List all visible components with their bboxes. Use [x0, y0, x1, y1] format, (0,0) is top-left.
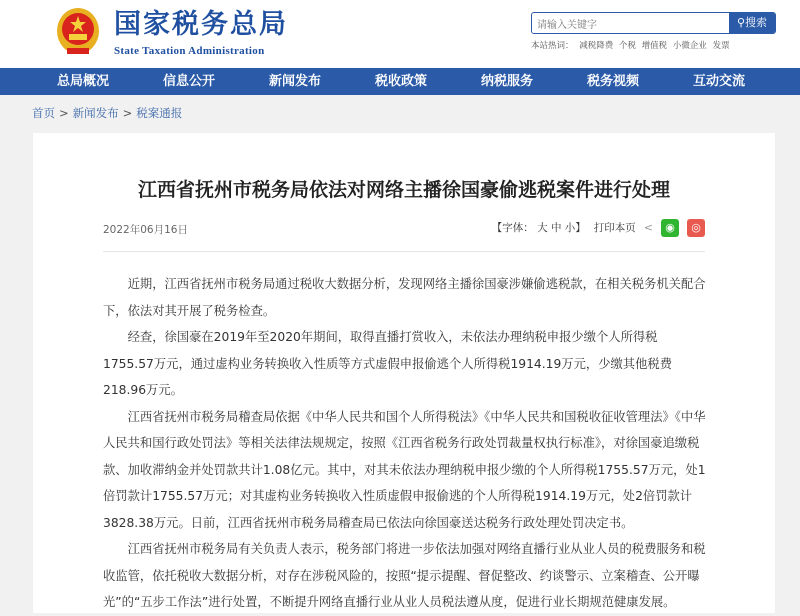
paragraph: 经查，徐国豪在2019年至2020年期间，取得直播打赏收入，未依法办理纳税申报少缴个人所得税1755.57万元，通过虚构业务转换收入性质等方式虚假申报偷逃个人所得税1914.19万元，少缴其他税费218.96万元。 [103, 330, 672, 397]
hot-label: 本站热词： [531, 41, 574, 51]
paragraph: 江西省抚州市税务局有关负责人表示，税务部门将进一步依法加强对网络直播行业从业人员的税费服务和税收监管，依托税收大数据分析，对存在涉税风险的，按照“提示提醒、督促整改、约谈警示、立案稽查、公开曝光”的“五步工作法”进行处置，不断提升网络直播行业从业人员税法遵从度，促进行业长期规范健康发展。 [103, 542, 706, 609]
nav-item[interactable]: 纳税服务 [480, 74, 533, 89]
site-header [0, 0, 800, 68]
article-tools [492, 219, 705, 237]
font-label: 【字体： [491, 222, 534, 234]
hot-word[interactable]: 个税 [618, 41, 636, 51]
font-label-end: 】 [575, 222, 586, 234]
nav-item[interactable]: 税务视频 [586, 74, 639, 89]
hot-word[interactable]: 发票 [712, 41, 730, 51]
nav-item[interactable]: 总局概况 [56, 74, 109, 89]
hot-word[interactable]: 增值税 [641, 41, 668, 51]
national-emblem-icon[interactable] [55, 6, 101, 56]
logo-title[interactable]: 国家税务总局 [114, 9, 288, 40]
breadcrumb-separator: > [122, 106, 133, 120]
search-input[interactable] [532, 16, 727, 35]
breadcrumb-home[interactable]: 首页 [32, 106, 55, 120]
nav-item[interactable]: 互动交流 [692, 74, 745, 89]
paragraph: 近期，江西省抚州市税务局通过税收大数据分析，发现网络主播徐国豪涉嫌偷逃税款，在相关税务机关配合下，依法对其开展了税务检查。 [103, 277, 706, 318]
print-button[interactable]: 打印本页 [593, 222, 636, 234]
nav-item[interactable]: 信息公开 [162, 74, 215, 89]
breadcrumb-cases[interactable]: 税案通报 [136, 106, 183, 120]
share-icon[interactable]: < [643, 221, 653, 234]
font-medium-button[interactable]: 中 [550, 222, 562, 234]
divider [103, 251, 705, 252]
article-card [33, 133, 775, 613]
nav-item[interactable]: 税收政策 [374, 74, 427, 89]
article-date: 2022年06月16日 [103, 224, 188, 236]
breadcrumb [32, 106, 182, 121]
hot-word[interactable]: 小微企业 [672, 41, 707, 51]
article-body [103, 271, 708, 616]
article-title: 江西省抚州市税务局依法对网络主播徐国豪偷逃税案件进行处理 [137, 179, 670, 201]
logo-subtitle: State Taxation Administration [114, 45, 265, 57]
font-small-button[interactable]: 小 [564, 222, 576, 234]
weibo-icon[interactable]: ◎ [687, 219, 705, 237]
article-meta [103, 219, 705, 241]
breadcrumb-news[interactable]: 新闻发布 [72, 106, 119, 120]
hot-words [531, 40, 733, 52]
nav-item[interactable]: 新闻发布 [268, 74, 321, 89]
search-icon: ⚲ [736, 16, 746, 29]
font-large-button[interactable]: 大 [537, 222, 548, 234]
search-button-label: 搜索 [745, 16, 768, 29]
wechat-icon[interactable]: ◉ [661, 219, 679, 237]
search-box [531, 12, 776, 34]
paragraph: 江西省抚州市税务局稽查局依据《中华人民共和国个人所得税法》《中华人民共和国税收征收管理法》《中华人民共和国行政处罚法》等相关法律法规规定，按照《江西省税务行政处罚裁量权执行标准》，对徐国豪追缴税款、加收滞纳金并处罚款共计1.08亿元。其中，对其未依法办理纳税申报少缴的个人所得税1755.57万元，处1倍罚款计1755.57万元；对其虚构业务转换收入性质虚假申报偷逃的个人所得税1914.19万元，处2倍罚款计3828.38万元。日前，江西省抚州市税务局稽查局已依法向徐国豪送达税务行政处理处罚决定书。 [103, 409, 706, 530]
search-button[interactable] [729, 13, 775, 33]
breadcrumb-separator: > [59, 106, 69, 120]
main-nav [0, 68, 800, 95]
hot-word[interactable]: 减税降费 [579, 41, 614, 51]
font-size-control [492, 219, 586, 237]
